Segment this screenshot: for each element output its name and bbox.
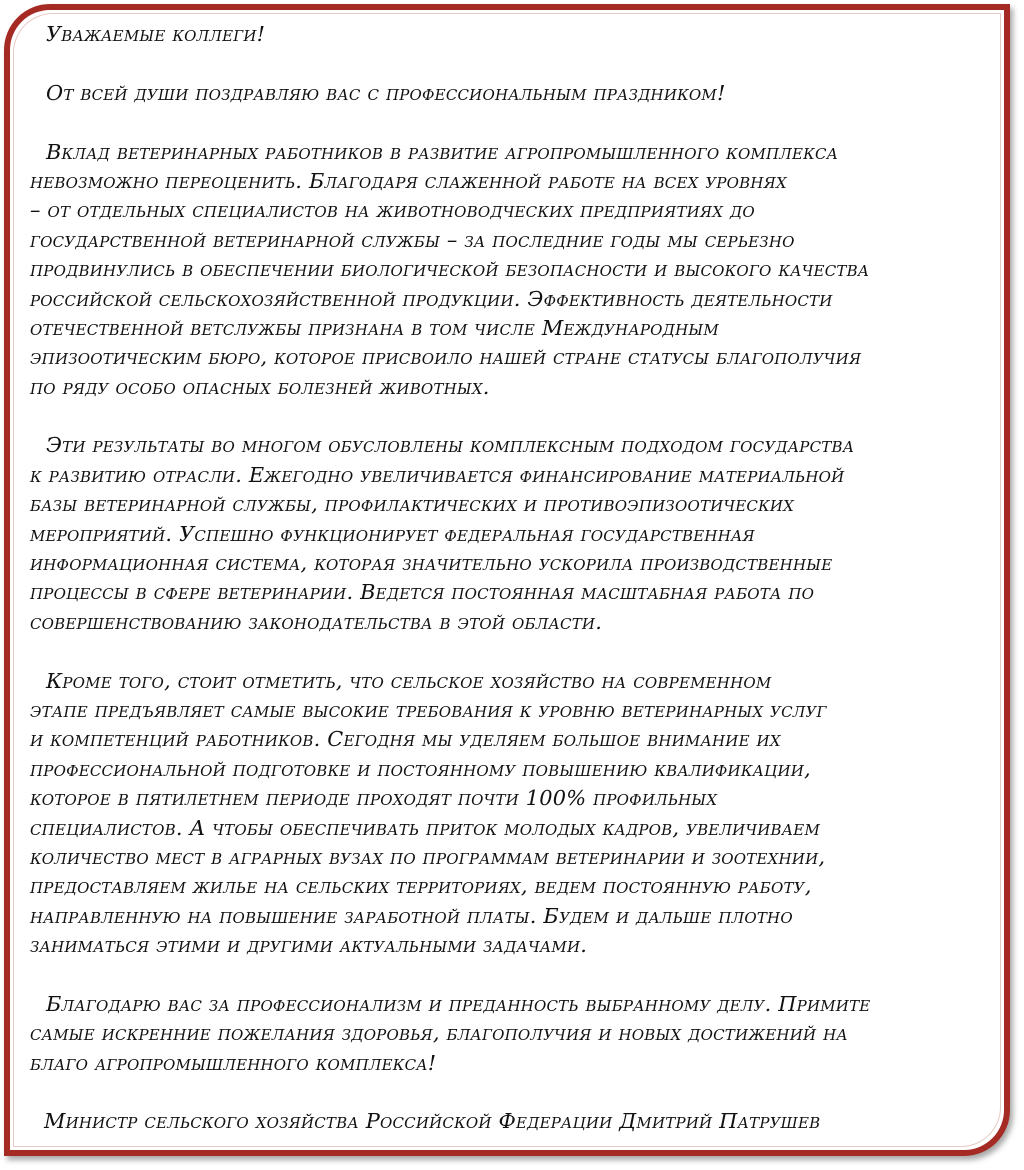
paragraph-line: продвинулись в обеспечении биологической безопасности и высокого качества [30, 257, 870, 282]
paragraph-line: по ряду особо опасных болезней животных. [30, 374, 490, 399]
spacer [30, 637, 1000, 666]
paragraph-line: базы ветеринарной службы, профилактических и противоэпизоотических [30, 492, 795, 517]
paragraph-1 [30, 138, 1000, 403]
congratulation-line: От всей души поздравляю вас с профессиональным праздником! [46, 80, 726, 105]
paragraph-line: мероприятий. Успешно функционирует федеральная государственная [30, 521, 755, 546]
paragraph-line: самые искренние пожелания здоровья, благополучия и новых достижений на [30, 1021, 848, 1046]
paragraph-line: Кроме того, стоит отметить, что сельское хозяйство на современном [46, 668, 772, 693]
paragraph-line: количество мест в аграрных вузах по программам ветеринарии и зоотехнии, [30, 844, 826, 869]
paragraph-line: отечественной ветслужбы признана в том числе Международным [30, 315, 719, 340]
paragraph-line: российской сельскохозяйственной продукции. Эффективность деятельности [30, 286, 833, 311]
paragraph-line: предоставляем жилье на сельских территориях, ведем постоянную работу, [30, 874, 812, 899]
paragraph-line: этапе предъявляет самые высокие требования к уровню ветеринарных услуг [30, 697, 827, 722]
spacer [30, 49, 1000, 78]
paragraph-line: информационная система, которая значительно ускорила производственные [30, 551, 833, 576]
paragraph-line: – от отдельных специалистов на животноводческих предприятиях до [30, 198, 755, 223]
spacer [30, 108, 1000, 137]
paragraph-line: благо агропромышленного комплекса! [30, 1050, 437, 1075]
paragraph-line: и компетенций работников. Сегодня мы уделяем большое внимание их [30, 727, 781, 752]
paragraph-line: Вклад ветеринарных работников в развитие агропромышленного комплекса [46, 139, 839, 164]
paragraph-line: специалистов. А чтобы обеспечивать приток молодых кадров, увеличиваем [30, 815, 821, 840]
paragraph-line: направленную на повышение заработной платы. Будем и дальше плотно [30, 903, 793, 928]
spacer [30, 402, 1000, 431]
paragraph-line: профессиональной подготовке и постоянному повышению квалификации, [30, 756, 811, 781]
paragraph-line: заниматься этими и другими актуальными задачами. [30, 933, 588, 958]
greeting-letter [30, 20, 1000, 1137]
paragraph-line: совершенствованию законодательства в этой области. [30, 609, 603, 634]
spacer [30, 1078, 1000, 1107]
paragraph-line: которое в пятилетнем периоде проходят почти 100% профильных [30, 786, 718, 811]
paragraph-line: процессы в сфере ветеринарии. Ведется постоянная масштабная работа по [30, 580, 815, 605]
paragraph-line: Эти результаты во многом обусловлены комплексным подходом государства [46, 433, 855, 458]
greeting: Уважаемые коллеги! [46, 22, 266, 46]
paragraph-line: к развитию отрасли. Ежегодно увеличивается финансирование материальной [30, 462, 845, 487]
paragraph-line: Благодарю вас за профессионализм и преданность выбранному делу. Примите [46, 991, 871, 1016]
paragraph-line: эпизоотическим бюро, которое присвоило нашей стране статусы благополучия [30, 345, 862, 370]
paragraph-line: государственной ветеринарной службы – за последние годы мы серьезно [30, 227, 795, 252]
paragraph-line: невозможно переоценить. Благодаря слаженной работе на всех уровнях [30, 168, 787, 193]
paragraph-2 [30, 431, 1000, 637]
paragraph-4 [30, 990, 1000, 1078]
signature: Министр сельского хозяйства Российской Федерации Дмитрий Патрушев [44, 1109, 821, 1134]
paragraph-3 [30, 667, 1000, 961]
spacer [30, 961, 1000, 990]
